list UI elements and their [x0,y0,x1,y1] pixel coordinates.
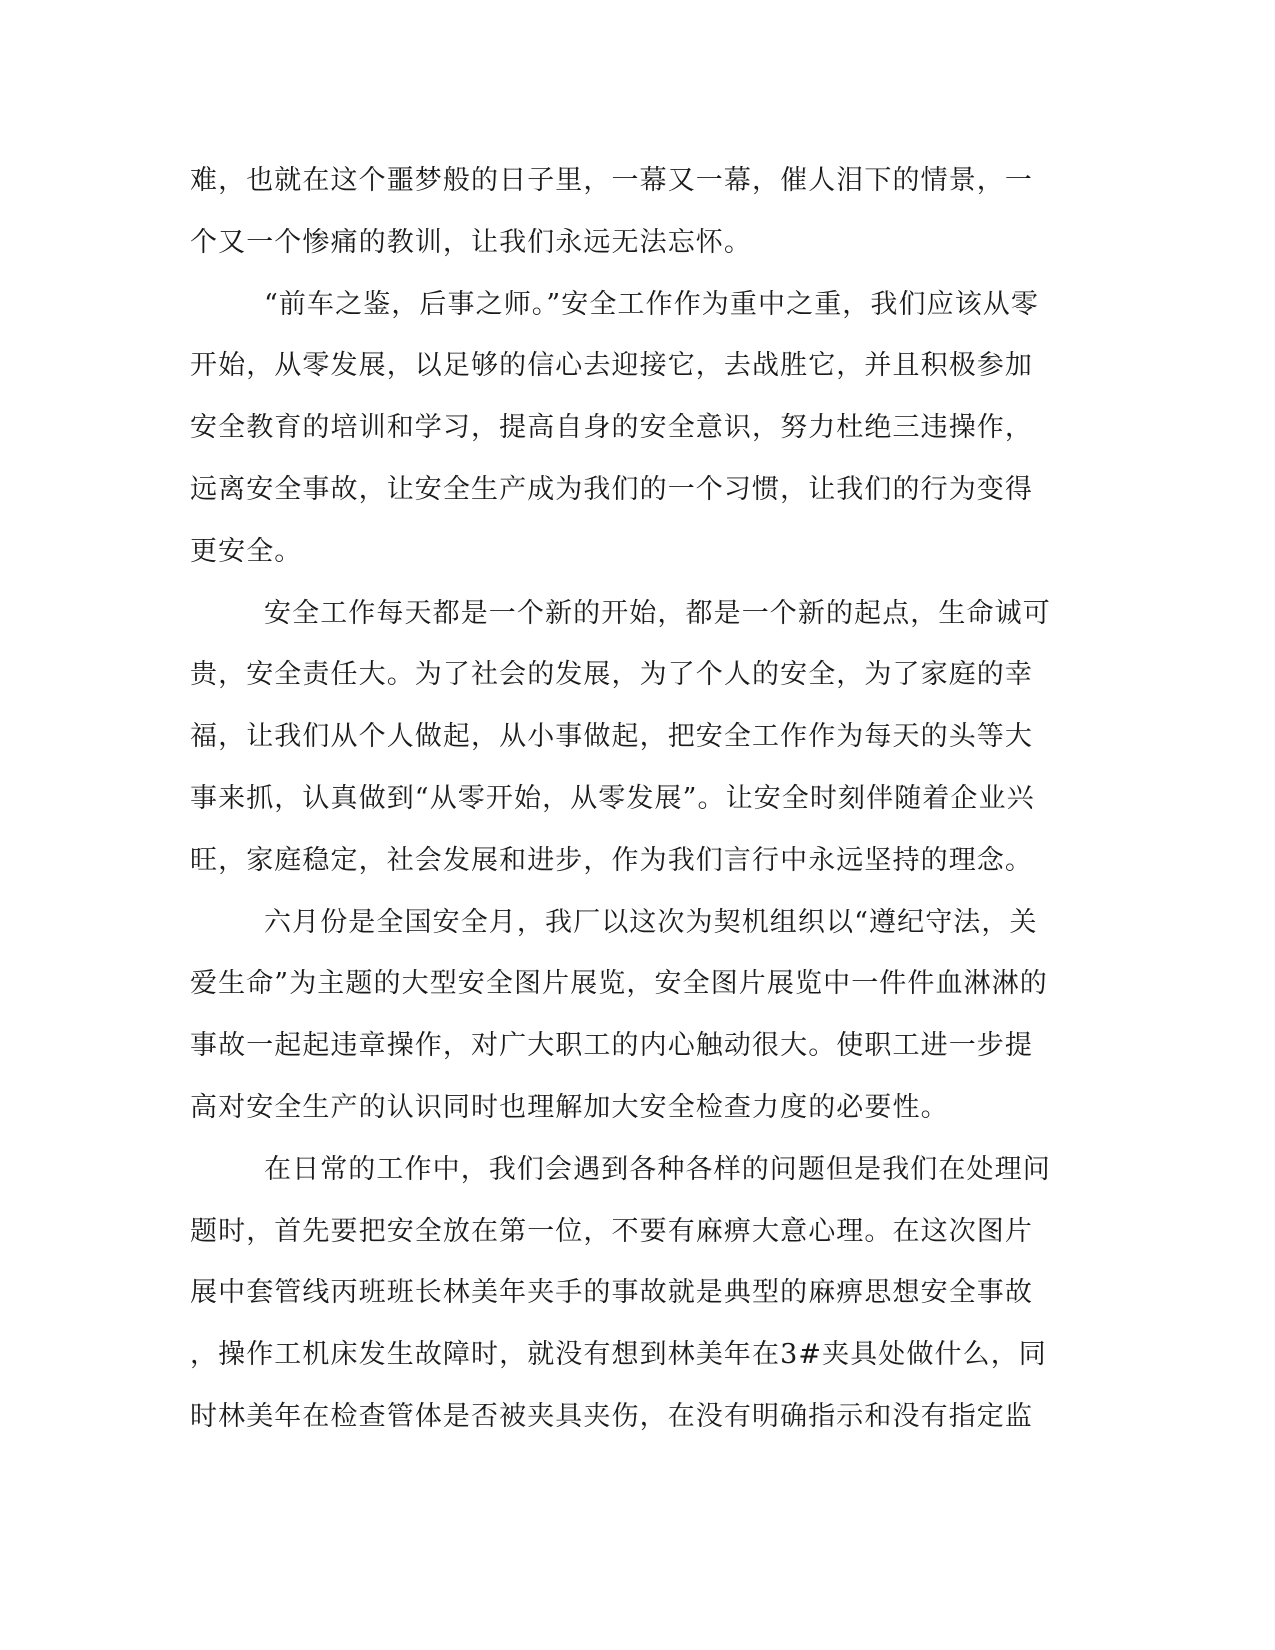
paragraph-start-line: 六月份是全国安全月，我厂以这次为契机组织以“遵纪守法，关 [264,906,1038,938]
text-line: 展中套管线丙班班长林美年夹手的事故就是典型的麻痹思想安全事故 [190,1277,1033,1309]
text-line: 爱生命”为主题的大型安全图片展览，安全图片展览中一件件血淋淋的 [190,968,1048,1000]
text-line: 事来抓，认真做到“从零开始，从零发展”。让安全时刻伴随着企业兴 [190,782,1035,814]
paragraph-start-line: 安全工作每天都是一个新的开始，都是一个新的起点，生命诚可 [264,597,1051,629]
paragraph-start-line: 在日常的工作中，我们会遇到各种各样的问题但是我们在处理问 [264,1153,1051,1185]
text-line: 安全教育的培训和学习，提高自身的安全意识，努力杜绝三违操作， [190,412,1033,444]
text-line: 福，让我们从个人做起，从小事做起，把安全工作作为每天的头等大 [190,721,1033,753]
text-line: 远离安全事故，让安全生产成为我们的一个习惯，让我们的行为变得 [190,473,1033,505]
text-line: 时林美年在检查管体是否被夹具夹伤，在没有明确指示和没有指定监 [190,1400,1033,1432]
text-line: 更安全。 [190,535,303,567]
text-line: 旺，家庭稳定，社会发展和进步，作为我们言行中永远坚持的理念。 [190,844,1033,876]
text-line: 开始，从零发展，以足够的信心去迎接它，去战胜它，并且积极参加 [190,350,1033,382]
text-line: 高对安全生产的认识同时也理解加大安全检查力度的必要性。 [190,1091,949,1123]
text-line: ，操作工机床发生故障时，就没有想到林美年在3#夹具处做什么，同 [190,1339,1047,1371]
text-line: 事故一起起违章操作，对广大职工的内心触动很大。使职工进一步提 [190,1030,1033,1062]
text-line: 难，也就在这个噩梦般的日子里，一幕又一幕，催人泪下的情景，一 [190,165,1033,196]
text-line: 个又一个惨痛的教训，让我们永远无法忘怀。 [190,226,752,258]
text-line: 题时，首先要把安全放在第一位，不要有麻痹大意心理。在这次图片 [190,1215,1033,1247]
text-line: 贵，安全责任大。为了社会的发展，为了个人的安全，为了家庭的幸 [190,659,1033,691]
body-text [190,150,1080,1448]
paragraph-start-line: “前车之鉴，后事之师。”安全工作作为重中之重，我们应该从零 [264,288,1040,320]
